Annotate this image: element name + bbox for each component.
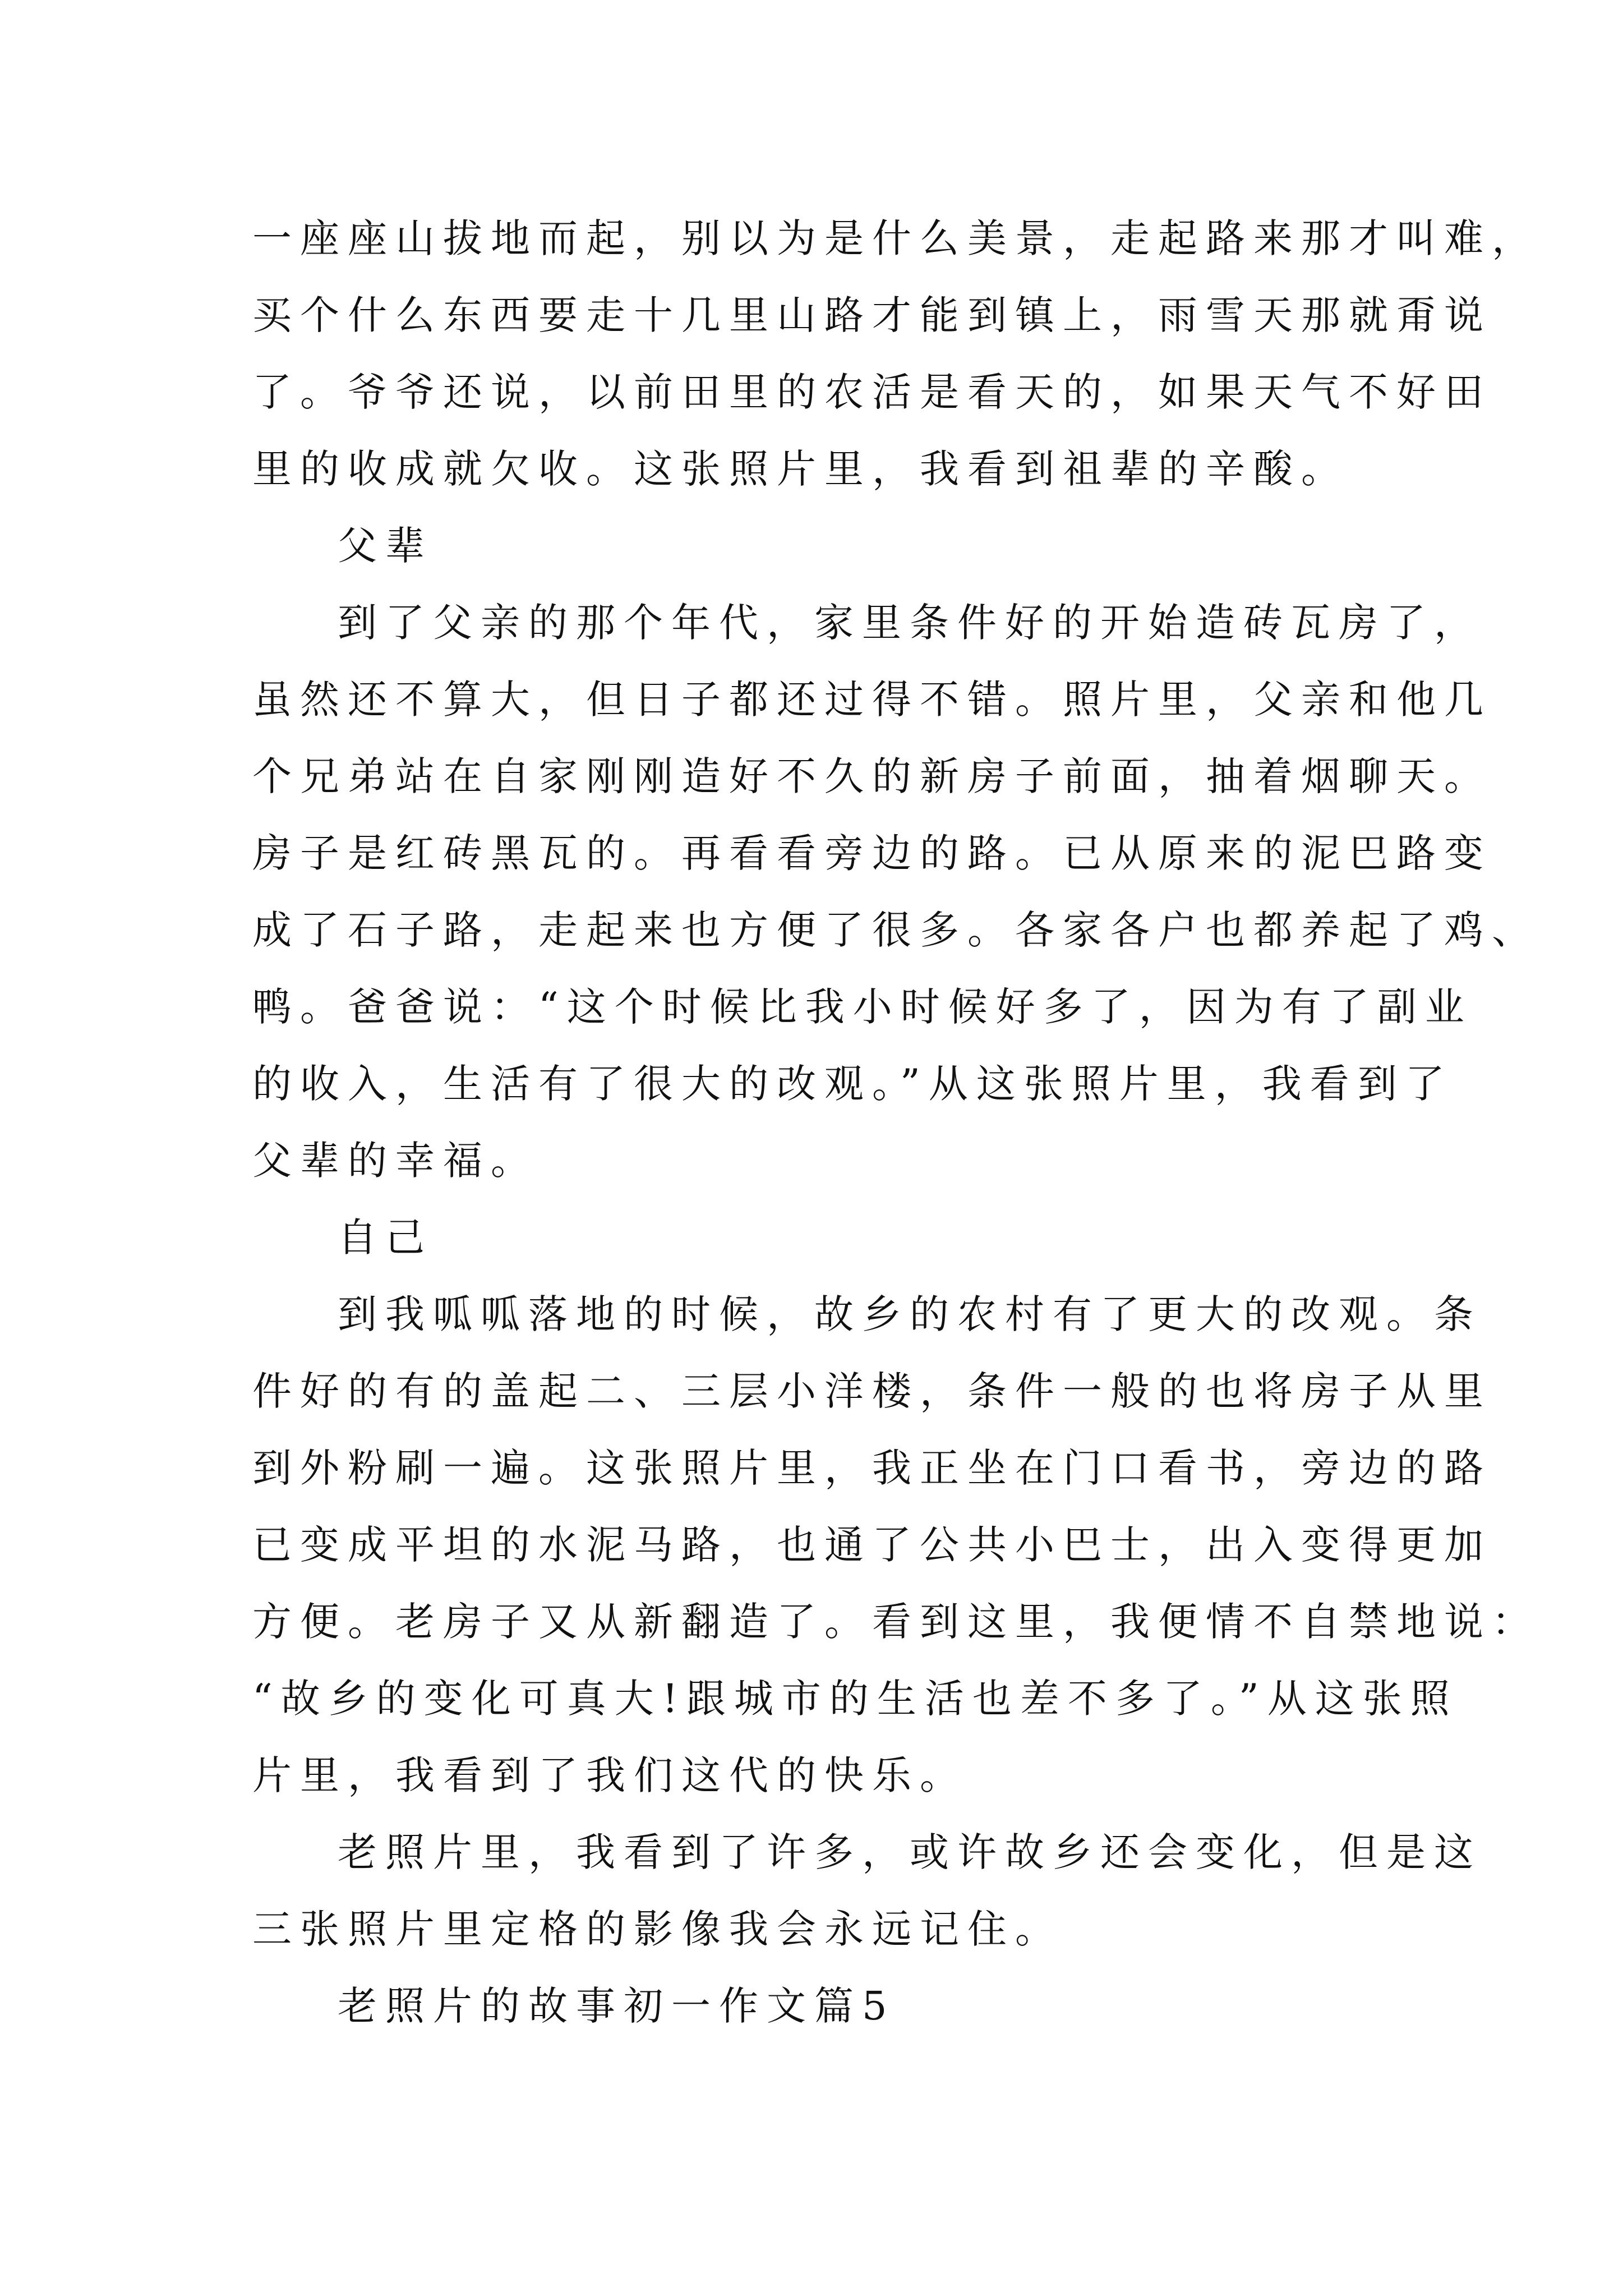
text-line-12: 的收入，生活有了很大的改观。”从这张照片里，我看到了 [252, 1061, 1453, 1107]
article-title-next: 老照片的故事初一作文篇5 [338, 1983, 896, 2029]
text-line-17: 到外粉刷一遍。这张照片里，我正坐在门口看书，旁边的路 [252, 1445, 1492, 1491]
text-line-10: 成了石子路，走起来也方便了很多。各家各户也都养起了鸡、 [252, 907, 1539, 953]
text-line-8: 个兄弟站在自家刚刚造好不久的新房子前面，抽着烟聊天。 [252, 753, 1492, 799]
text-line-4: 里的收成就欠收。这张照片里，我看到祖辈的辛酸。 [252, 446, 1349, 492]
text-line-9: 房子是红砖黑瓦的。再看看旁边的路。已从原来的泥巴路变 [252, 830, 1492, 876]
text-line-2: 买个什么东西要走十几里山路才能到镇上，雨雪天那就甭说 [252, 292, 1492, 338]
text-line-18: 已变成平坦的水泥马路，也通了公共小巴士，出入变得更加 [252, 1522, 1492, 1568]
text-line-7: 虽然还不算大，但日子都还过得不错。照片里，父亲和他几 [252, 677, 1492, 723]
text-line-20: “故乡的变化可真大!跟城市的生活也差不多了。”从这张照 [252, 1676, 1458, 1722]
text-line-1: 一座座山拔地而起，别以为是什么美景，走起路来那才叫难， [252, 215, 1539, 261]
text-line-21: 片里，我看到了我们这代的快乐。 [252, 1752, 967, 1798]
text-line-15: 到我呱呱落地的时候，故乡的农村有了更大的改观。条 [338, 1291, 1482, 1337]
text-line-16: 件好的有的盖起二、三层小洋楼，条件一般的也将房子从里 [252, 1368, 1492, 1414]
text-line-22: 老照片里，我看到了许多，或许故乡还会变化，但是这 [338, 1829, 1482, 1875]
section-heading-father-generation: 父辈 [338, 523, 433, 569]
text-line-3: 了。爷爷还说，以前田里的农活是看天的，如果天气不好田 [252, 369, 1492, 415]
text-line-6: 到了父亲的那个年代，家里条件好的开始造砖瓦房了， [338, 600, 1482, 646]
text-line-11: 鸭。爸爸说：“这个时候比我小时候好多了，因为有了副业 [252, 984, 1473, 1030]
text-line-19: 方便。老房子又从新翻造了。看到这里，我便情不自禁地说： [252, 1599, 1539, 1645]
text-line-23: 三张照片里定格的影像我会永远记住。 [252, 1906, 1063, 1952]
text-line-13: 父辈的幸福。 [252, 1138, 538, 1184]
section-heading-myself: 自己 [338, 1214, 433, 1260]
